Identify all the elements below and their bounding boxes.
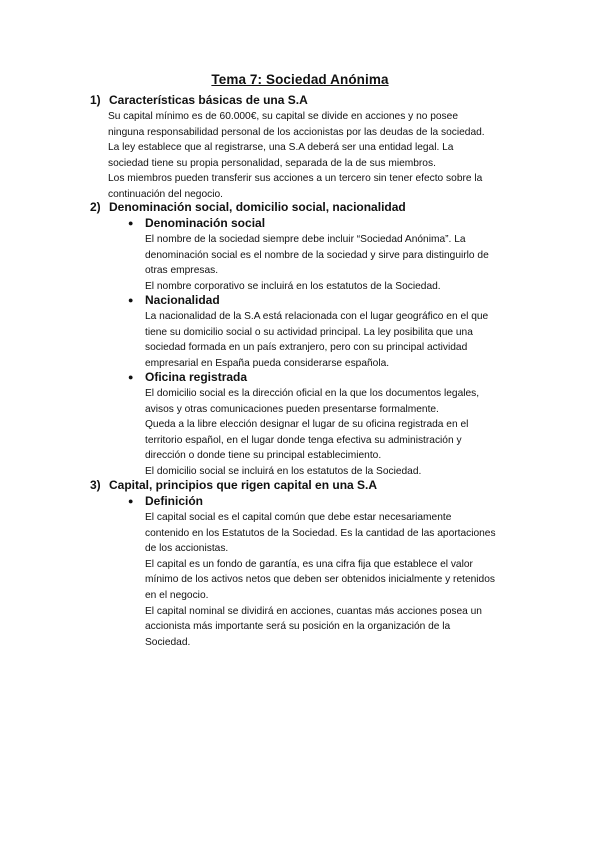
text-line: tiene su domicilio social o su actividad principal. La ley posibilita que una bbox=[145, 326, 473, 338]
text-line: Su capital mínimo es de 60.000€, su capital se divide en acciones y no posee bbox=[108, 111, 458, 122]
bullet-icon: ● bbox=[128, 295, 134, 305]
text-line: La ley establece que al registrarse, una S.A deberá ser una entidad legal. La bbox=[108, 142, 454, 154]
text-line: de los accionistas. bbox=[145, 543, 229, 555]
subsection-oficina-body bbox=[145, 386, 479, 480]
text-line: El capital social es el capital común que debe estar necesariamente bbox=[145, 512, 452, 523]
text-line: Sociedad. bbox=[145, 636, 191, 648]
text-line: El capital nominal se dividirá en acciones, cuantas más acciones posea un bbox=[145, 605, 482, 617]
text-line: dirección o donde tiene su principal establecimiento. bbox=[145, 450, 382, 462]
section-2-heading bbox=[90, 200, 406, 214]
text-line: Queda a la libre elección designar el lugar de su oficina registrada en el bbox=[145, 419, 469, 431]
text-line: El capital es un fondo de garantía, es una cifra fija que establece el valor bbox=[145, 558, 473, 570]
subsection-oficina-heading bbox=[128, 370, 247, 384]
subsection-nacionalidad-body bbox=[145, 309, 488, 371]
section-number: 2) bbox=[90, 200, 101, 214]
bullet-icon: ● bbox=[128, 218, 134, 228]
text-line: continuación del negocio. bbox=[108, 188, 223, 200]
section-number: 3) bbox=[90, 478, 101, 492]
text-line: El nombre corporativo se incluirá en los estatutos de la Sociedad. bbox=[145, 280, 441, 292]
section-number: 1) bbox=[90, 93, 101, 107]
text-line: en el negocio. bbox=[145, 589, 209, 601]
section-1-heading bbox=[90, 93, 308, 107]
bullet-icon: ● bbox=[128, 372, 134, 382]
text-line: otras empresas. bbox=[145, 265, 219, 277]
subsection-title: Nacionalidad bbox=[145, 293, 220, 307]
bullet-icon: ● bbox=[128, 496, 134, 506]
text-line: El nombre de la sociedad siempre debe incluir “Sociedad Anónima”. La bbox=[145, 234, 466, 245]
text-line: mínimo de los activos netos que deben ser obtenidos inicialmente y retenidos bbox=[145, 574, 495, 586]
section-title: Características básicas de una S.A bbox=[109, 93, 308, 107]
section-1-body bbox=[108, 109, 485, 203]
subsection-title: Oficina registrada bbox=[145, 370, 248, 384]
subsection-title: Denominación social bbox=[145, 216, 266, 230]
text-line: La nacionalidad de la S.A está relacionada con el lugar geográfico en el que bbox=[145, 311, 489, 322]
section-title: Denominación social, domicilio social, nacionalidad bbox=[109, 200, 406, 214]
text-line: avisos y otras comunicaciones pueden presentarse formalmente. bbox=[145, 403, 439, 415]
text-line: sociedad tiene su propia personalidad, separada de la de sus miembros. bbox=[108, 157, 436, 169]
text-line: sociedad formada en un país extranjero, pero con su principal actividad bbox=[145, 342, 468, 354]
section-3-heading bbox=[90, 478, 377, 492]
text-line: territorio español, en el lugar donde tenga efectiva su administración y bbox=[145, 434, 462, 446]
subsection-nacionalidad-heading bbox=[128, 293, 220, 307]
page-title: Tema 7: Sociedad Anónima bbox=[211, 72, 389, 87]
text-line: denominación social es el nombre de la sociedad y sirve para distinguirlo de bbox=[145, 249, 489, 261]
text-line: Los miembros pueden transferir sus acciones a un tercero sin tener efecto sobre la bbox=[108, 173, 483, 185]
text-line: El domicilio social se incluirá en los estatutos de la Sociedad. bbox=[145, 465, 422, 477]
section-title: Capital, principios que rigen capital en una S.A bbox=[109, 478, 378, 492]
text-line: ninguna responsabilidad personal de los accionistas por las deudas de la sociedad. bbox=[108, 126, 485, 138]
text-line: accionista más importante será su posición en la organización de la bbox=[145, 621, 451, 633]
subsection-title: Definición bbox=[145, 494, 204, 508]
text-line: empresarial en España pueda considerarse española. bbox=[145, 357, 390, 369]
subsection-denominacion-body bbox=[145, 232, 489, 294]
text-line: contenido en los Estatutos de la Sociedad. Es la cantidad de las aportaciones bbox=[145, 527, 496, 539]
subsection-definicion-heading bbox=[128, 494, 203, 508]
subsection-denominacion-heading bbox=[128, 216, 265, 230]
subsection-definicion-body bbox=[145, 510, 496, 650]
text-line: El domicilio social es la dirección oficial en la que los documentos legales, bbox=[145, 388, 480, 399]
